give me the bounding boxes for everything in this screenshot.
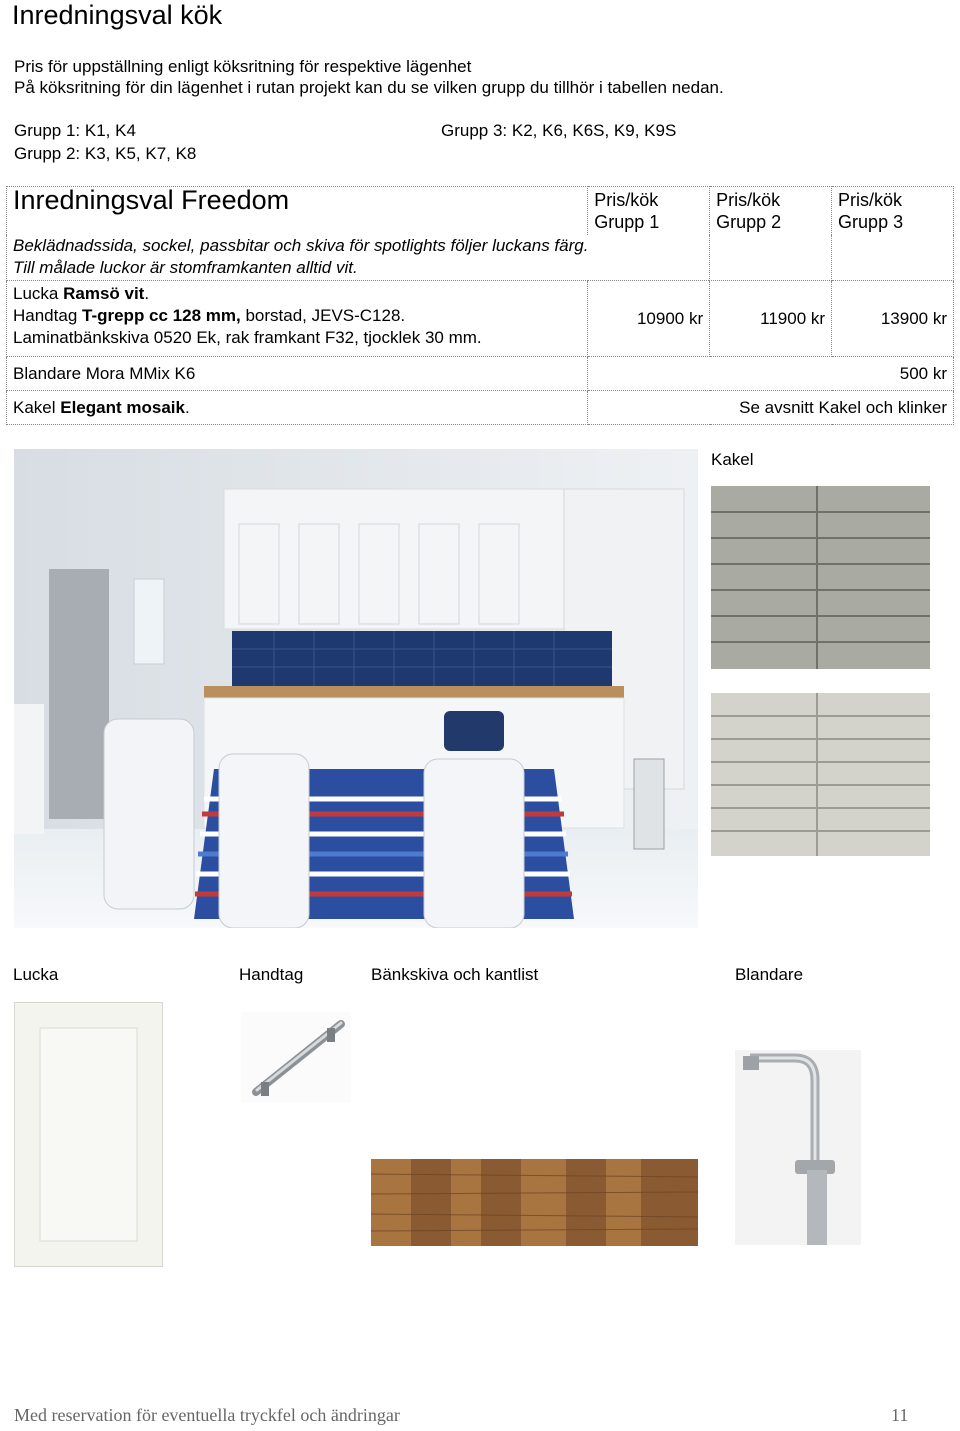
price-group-3: 13900 kr — [832, 281, 954, 357]
label-blandare: Blandare — [735, 965, 804, 984]
group-3: Grupp 3: K2, K6, K6S, K9, K9S — [441, 121, 677, 140]
kitchen-photo — [14, 449, 698, 928]
tile-swatch-light — [711, 693, 930, 856]
label-bankskiva: Bänkskiva och kantlist — [371, 965, 539, 984]
note-line-2: Till målade luckor är stomframkanten alltid vit. — [13, 257, 358, 277]
label-kakel: Kakel — [711, 450, 754, 469]
price-group-2: 11900 kr — [710, 281, 832, 357]
faucet-image — [735, 1050, 861, 1245]
kakel-price: Se avsnitt Kakel och klinker — [588, 391, 954, 425]
price-label: Pris/kök — [594, 190, 659, 210]
group-2: Grupp 2: K3, K5, K7, K8 — [14, 144, 197, 163]
group-label: Grupp 2 — [716, 212, 782, 232]
page-title: Inredningsval kök — [12, 0, 223, 30]
notes-cell — [7, 235, 710, 281]
note-line-1: Beklädnadssida, sockel, passbitar och skiva för spotlights följer luckans färg. — [13, 235, 589, 255]
spec-handtag: Handtag T-grepp cc 128 mm, borstad, JEVS-C128. — [13, 306, 406, 325]
tile-swatch-dark — [711, 486, 930, 669]
spec-cell — [7, 281, 588, 357]
price-label: Pris/kök — [716, 190, 781, 210]
label-lucka: Lucka — [13, 965, 59, 984]
kakel-cell: Kakel Elegant mosaik. — [7, 391, 588, 425]
worktop-sample — [371, 1159, 698, 1246]
intro-line-1: Pris för uppställning enligt köksritning för respektive lägenhet — [14, 57, 472, 76]
footer-text: Med reservation för eventuella tryckfel och ändringar — [14, 1405, 400, 1425]
col-header-group-1 — [588, 187, 710, 235]
group-label: Grupp 1 — [594, 212, 660, 232]
spec-laminat: Laminatbänkskiva 0520 Ek, rak framkant F32, tjocklek 30 mm. — [13, 328, 482, 347]
price-label: Pris/kök — [838, 190, 903, 210]
page-number: 11 — [891, 1405, 909, 1425]
blandare-price: 500 kr — [588, 357, 954, 391]
label-handtag: Handtag — [239, 965, 304, 984]
table-heading: Inredningsval Freedom — [7, 187, 588, 235]
door-image — [14, 1002, 163, 1267]
blandare-cell: Blandare Mora MMix K6 — [7, 357, 588, 391]
price-group-1: 10900 kr — [588, 281, 710, 357]
intro-line-2: På köksritning för din lägenhet i rutan projekt kan du se vilken grupp du tillhör i tabellen nedan. — [14, 78, 724, 97]
group-label: Grupp 3 — [838, 212, 904, 232]
handle-image — [241, 1012, 351, 1102]
col-header-group-3 — [832, 187, 954, 281]
col-header-group-2 — [710, 187, 832, 281]
price-table — [6, 186, 954, 425]
spec-lucka: Lucka Ramsö vit. — [13, 284, 150, 303]
group-1: Grupp 1: K1, K4 — [14, 121, 136, 140]
